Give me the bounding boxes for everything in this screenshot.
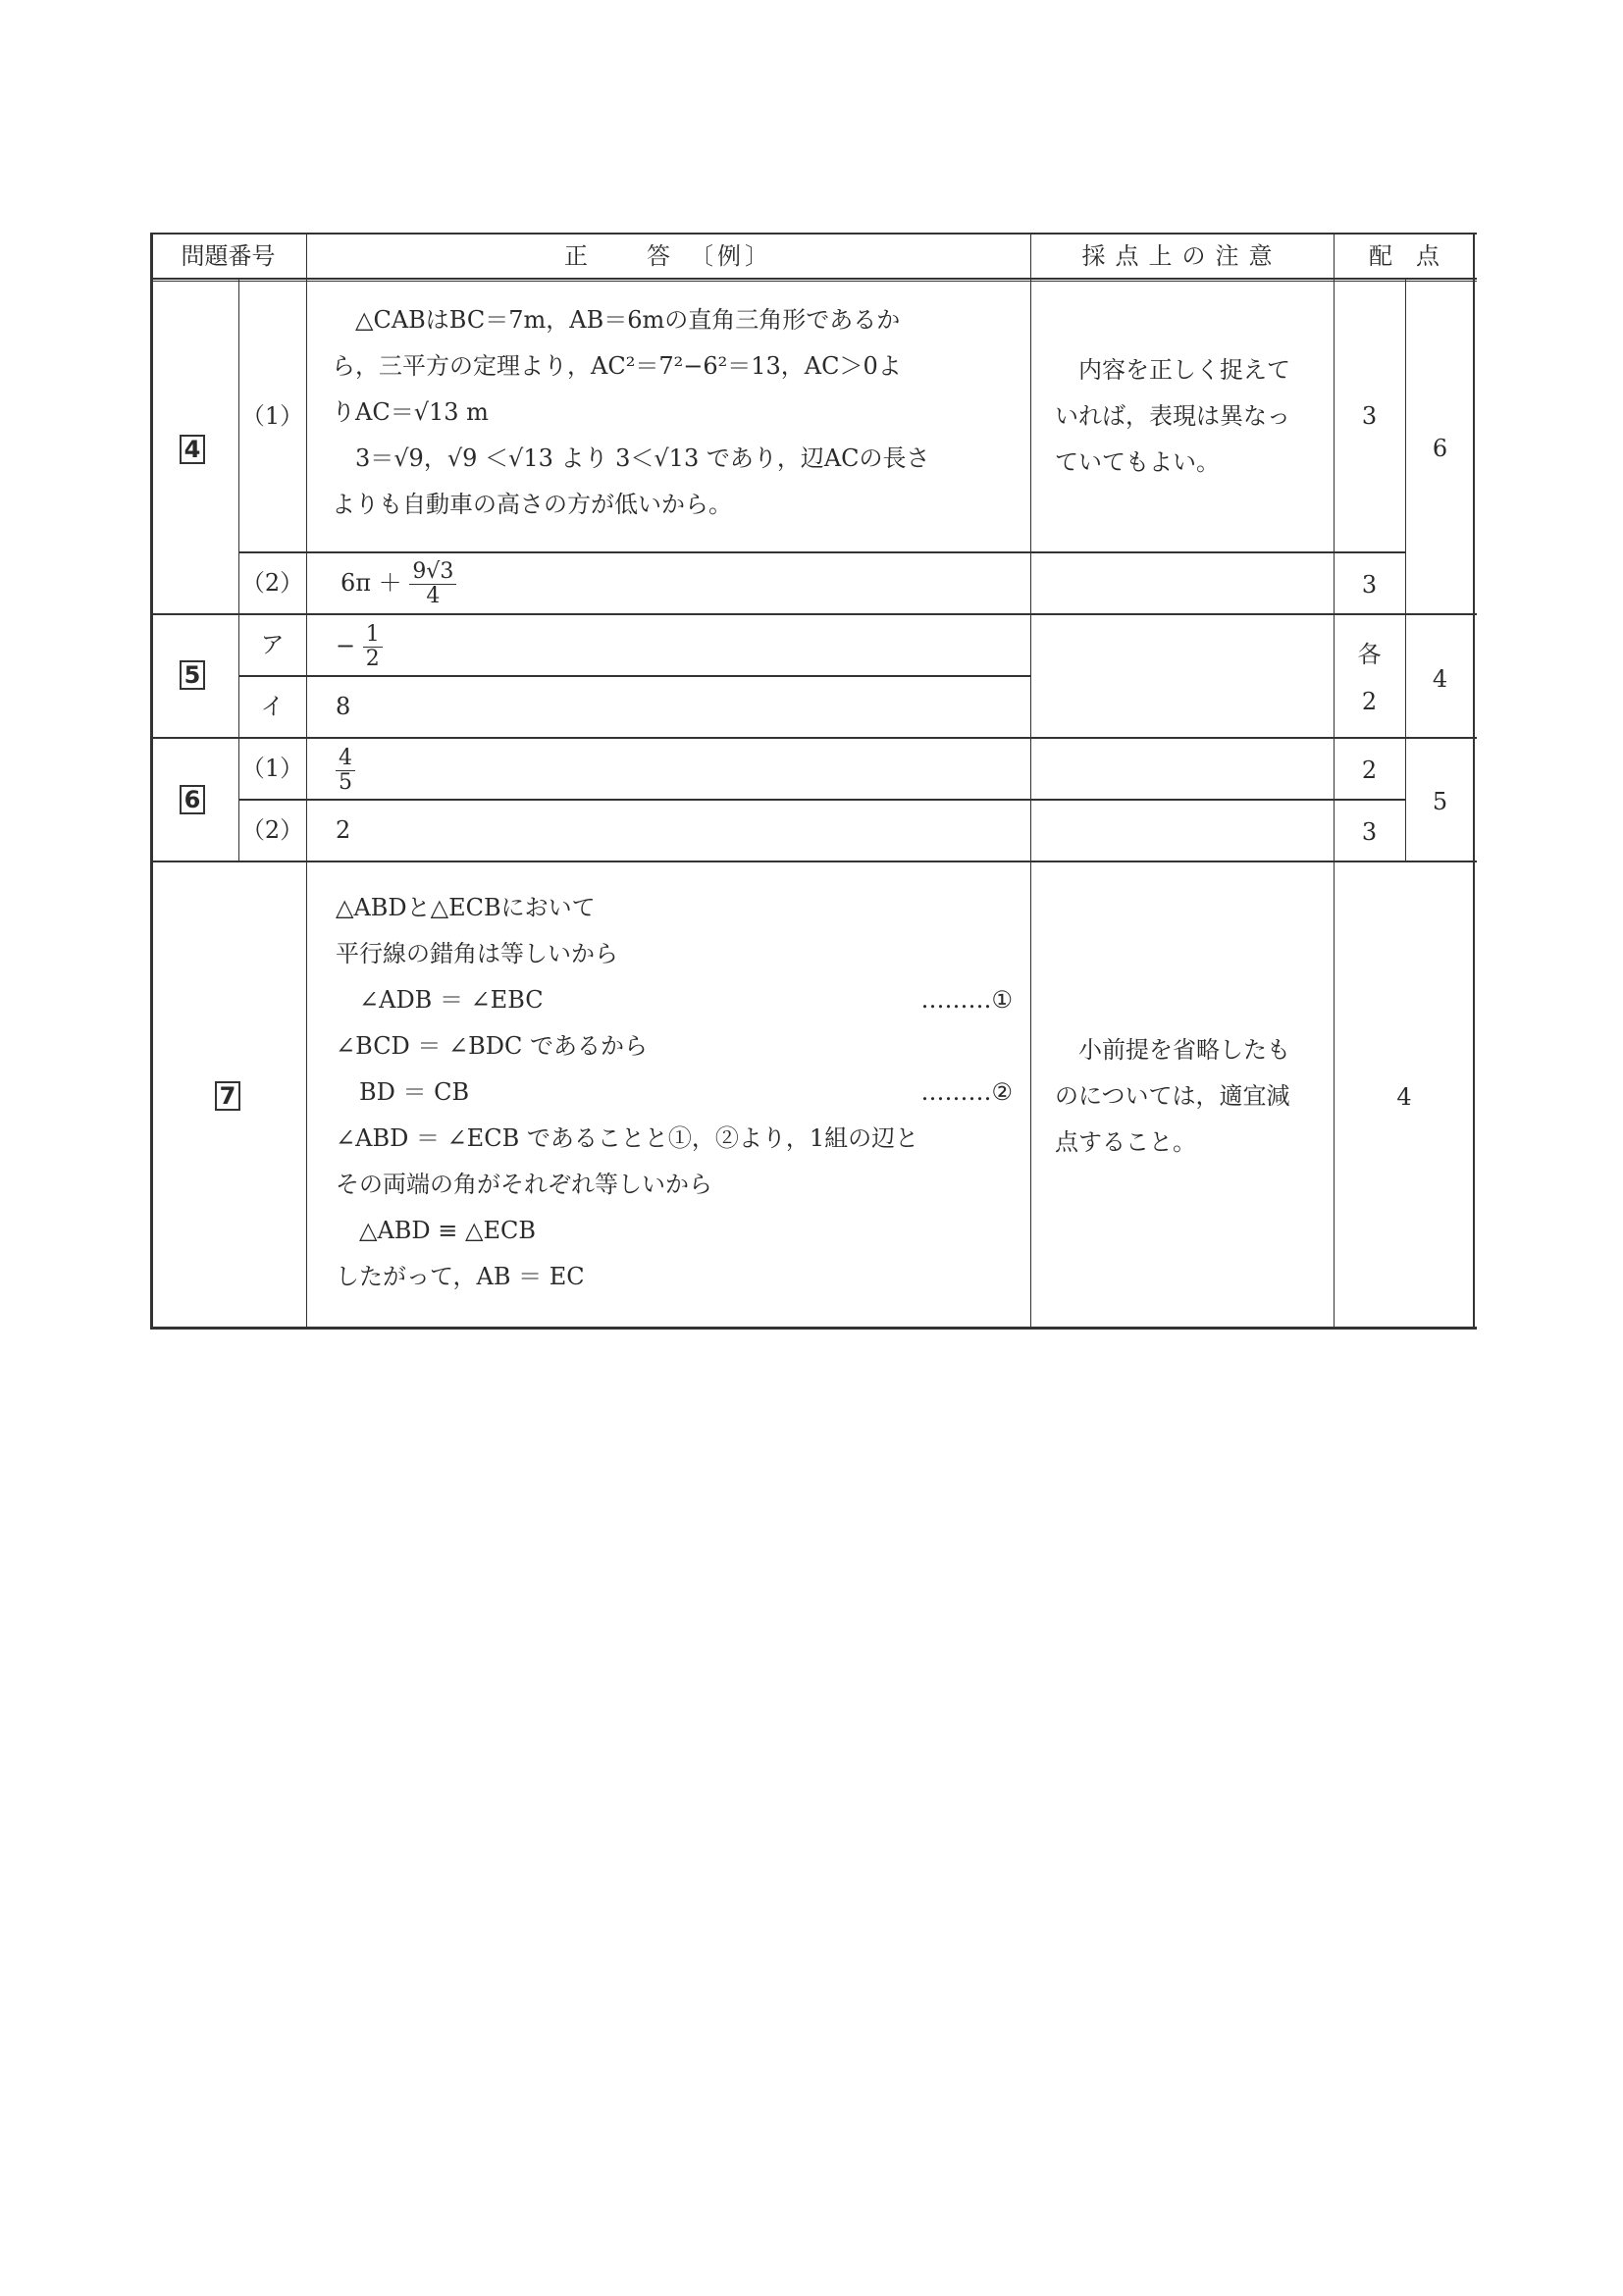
proof-text: ∠BCD ＝ ∠BDC であるから: [336, 1032, 649, 1060]
q5-a-answer: [336, 618, 383, 673]
numerator: 4: [336, 747, 355, 771]
q4-total: 6: [1432, 435, 1448, 462]
proof-mark: ………②: [920, 1078, 1013, 1106]
proof-text: その両端の角がそれぞれ等しいから: [336, 1171, 712, 1198]
header-number: 問題番号: [181, 242, 276, 270]
q4-1-score: 3: [1361, 402, 1378, 430]
proof-text: BD ＝ CB: [336, 1078, 470, 1106]
header-answer: 正 答 〔例〕: [564, 242, 772, 270]
answer-line: △CABはBC＝7m，AB＝6mの直角三角形であるか: [332, 306, 901, 334]
table-divider: [238, 675, 1030, 677]
denominator: 2: [365, 647, 380, 671]
table-divider: [306, 233, 307, 1329]
table-divider: [150, 278, 1477, 280]
table-divider: [150, 281, 1477, 282]
answer-text: 6π ＋: [340, 569, 402, 597]
table-border: [150, 233, 1477, 235]
answer-line: [336, 1070, 1013, 1116]
question-number-4: 4: [180, 435, 205, 464]
answer-line: [336, 1254, 1013, 1300]
answer-line: [336, 977, 1013, 1023]
proof-text: △ABDと△ECBにおいて: [336, 894, 596, 921]
answer-line: 3＝√9，√9 ＜√13 より 3＜√13 であり，辺ACの長さ: [332, 444, 930, 472]
fraction: [336, 747, 355, 795]
q5-score-each: 各: [1357, 641, 1382, 668]
q6-2-answer: 2: [336, 816, 351, 844]
table-divider: [238, 551, 1405, 553]
note-line: 小前提を省略したも: [1055, 1036, 1290, 1064]
proof-text: ∠ADB ＝ ∠EBC: [336, 986, 544, 1014]
answer-line: [336, 1116, 1013, 1162]
q6-1-score: 2: [1361, 757, 1378, 784]
denominator: 4: [426, 584, 441, 608]
answer-line: [336, 1162, 1013, 1208]
note-line: 内容を正しく捉えて: [1055, 356, 1290, 384]
answer-line: [336, 931, 1013, 977]
q7-note: [1055, 1027, 1290, 1166]
proof-text: △ABD ≡ △ECB: [336, 1217, 537, 1244]
q5-total: 4: [1432, 665, 1448, 693]
q5-score: 2: [1361, 688, 1378, 715]
proof-mark: ………①: [920, 986, 1013, 1014]
header-notes: 採点上の注意: [1081, 242, 1283, 270]
table-border: [150, 1327, 1477, 1330]
q6-1-answer: [336, 742, 355, 797]
table-border: [1473, 233, 1475, 1329]
question-number-6: 6: [180, 785, 205, 814]
note-line: 点すること。: [1055, 1128, 1196, 1156]
note-line: のについては，適宜減: [1055, 1082, 1290, 1110]
q6-2-sub: （2）: [240, 816, 304, 844]
q5-b-sub: イ: [260, 693, 285, 720]
table-divider: [238, 799, 1405, 801]
q6-1-sub: （1）: [240, 755, 304, 782]
answer-line: [336, 1023, 1013, 1070]
q6-2-score: 3: [1361, 818, 1378, 846]
table-divider: [150, 737, 1477, 739]
fraction: [409, 560, 456, 608]
answer-line: [336, 885, 1013, 931]
denominator: 5: [339, 770, 352, 795]
q4-2-score: 3: [1361, 571, 1378, 599]
sign: −: [336, 632, 356, 659]
q4-1-answer: [332, 297, 930, 528]
table-divider: [1030, 233, 1031, 1329]
q4-2-answer: [340, 555, 456, 610]
q5-b-answer: 8: [336, 693, 351, 720]
proof-text: ∠ABD ＝ ∠ECB であることと①，②より，1組の辺と: [336, 1124, 919, 1152]
answer-line: よりも自動車の高さの方が低いから。: [332, 491, 732, 518]
fraction: [363, 623, 383, 671]
answer-line: ら，三平方の定理より，AC²＝7²−6²＝13，AC＞0よ: [332, 352, 902, 380]
q4-1-sub: （1）: [240, 402, 304, 430]
answer-line: [336, 1208, 1013, 1254]
numerator: 1: [363, 623, 383, 648]
table-divider: [150, 861, 1477, 862]
q4-2-sub: （2）: [240, 569, 304, 597]
q7-total: 4: [1396, 1083, 1412, 1111]
answer-line: りAC＝√13 m: [332, 398, 489, 426]
header-points: 配 点: [1369, 242, 1440, 270]
numerator: 9√3: [409, 560, 456, 585]
question-number-7: 7: [215, 1081, 240, 1111]
q4-1-note: [1055, 347, 1290, 486]
table-divider: [1405, 280, 1406, 861]
note-line: ていてもよい。: [1055, 448, 1220, 476]
q7-answer: [336, 885, 1013, 1300]
q5-a-sub: ア: [260, 631, 285, 658]
table-divider: [150, 613, 1477, 615]
proof-text: 平行線の錯角は等しいから: [336, 940, 618, 967]
question-number-5: 5: [180, 660, 205, 690]
table-border: [150, 233, 153, 1329]
proof-text: したがって，AB ＝ EC: [336, 1263, 585, 1290]
q6-total: 5: [1432, 788, 1448, 815]
note-line: いれば，表現は異なっ: [1055, 402, 1290, 430]
